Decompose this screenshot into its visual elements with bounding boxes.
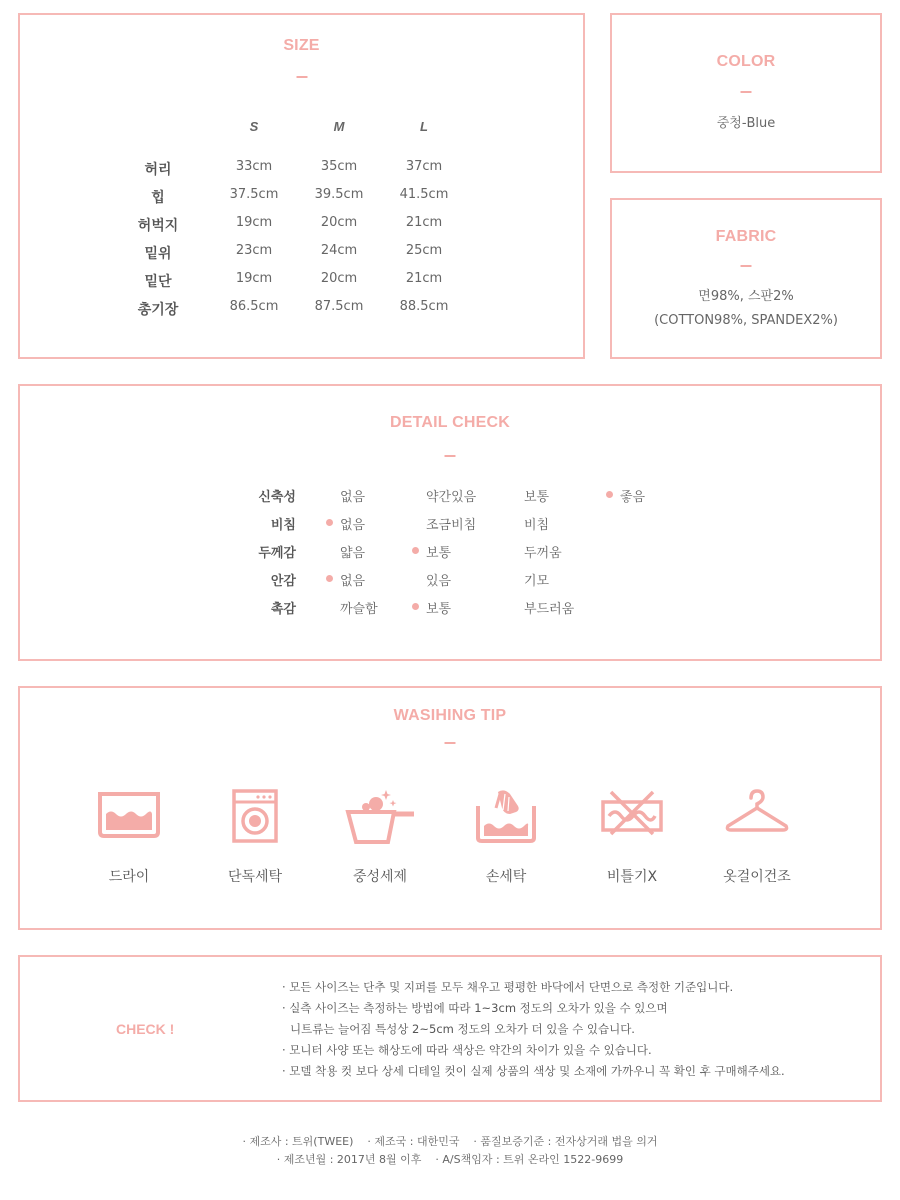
size-title: SIZE — [283, 37, 320, 54]
detail-row — [20, 570, 880, 598]
wash-label-hanger: 옷걸이건조 — [723, 869, 791, 885]
size-row-label: 허리 — [144, 162, 172, 178]
size-section — [18, 13, 585, 359]
wash-label-nowring: 비틀기X — [606, 869, 658, 885]
dry-clean-icon — [96, 788, 162, 838]
no-wring-icon — [599, 788, 665, 838]
size-col-s: S — [249, 119, 259, 134]
fabric-line1: 면98%, 스판2% — [698, 289, 794, 304]
detail-option: 있음 — [426, 574, 452, 589]
fabric-section — [610, 198, 882, 359]
size-col-l: L — [420, 119, 428, 134]
size-cell: 41.5cm — [399, 187, 449, 202]
size-cell: 33cm — [235, 159, 273, 174]
fabric-title-dash — [741, 265, 752, 267]
detail-row-label: 안감 — [270, 574, 296, 589]
check-line: 니트류는 늘어짐 특성상 2~5cm 정도의 오차가 더 있을 수 있습니다. — [290, 1022, 635, 1036]
wash-item-machine — [195, 788, 315, 898]
size-row — [20, 187, 583, 215]
detail-row-label: 신축성 — [258, 490, 296, 505]
check-title: CHECK ! — [116, 1021, 175, 1037]
size-cell: 19cm — [235, 215, 273, 230]
detail-option: 까슬함 — [340, 602, 378, 617]
selected-dot-icon — [326, 519, 333, 526]
detail-option: 조금비침 — [426, 518, 477, 533]
size-cell: 86.5cm — [229, 299, 279, 314]
detail-row-label: 두께감 — [258, 546, 296, 561]
size-cell: 21cm — [405, 271, 443, 286]
selected-dot-icon — [326, 575, 333, 582]
detail-option: 보통 — [426, 546, 452, 561]
wash-item-detergent — [320, 788, 440, 898]
color-section — [610, 13, 882, 173]
size-cell: 35cm — [320, 159, 358, 174]
check-notice-section — [18, 955, 882, 1102]
size-cell: 25cm — [405, 243, 443, 258]
detail-option: 약간있음 — [426, 490, 477, 505]
detail-row — [20, 542, 880, 570]
size-row — [20, 271, 583, 299]
size-row — [20, 243, 583, 271]
size-row-label: 총기장 — [137, 302, 179, 318]
washing-tip-section — [18, 686, 882, 930]
washing-machine-icon — [230, 788, 280, 844]
size-cell: 87.5cm — [314, 299, 364, 314]
color-title-dash — [741, 91, 752, 93]
fabric-line2: (COTTON98%, SPANDEX2%) — [654, 313, 838, 328]
fabric-title: FABRIC — [715, 228, 777, 245]
size-row-label: 힙 — [151, 190, 165, 206]
detail-option: 부드러움 — [524, 602, 575, 617]
size-row-label: 밑위 — [144, 246, 172, 262]
detail-option: 없음 — [340, 574, 366, 589]
size-cell: 88.5cm — [399, 299, 449, 314]
size-cell: 21cm — [405, 215, 443, 230]
size-row — [20, 215, 583, 243]
detail-title: DETAIL CHECK — [389, 414, 511, 431]
detail-option: 비침 — [524, 518, 550, 533]
size-cell: 37cm — [405, 159, 443, 174]
color-value: 중청-Blue — [716, 116, 776, 131]
detail-row — [20, 514, 880, 542]
size-cell: 37.5cm — [229, 187, 279, 202]
selected-dot-icon — [412, 603, 419, 610]
check-line: · 모니터 사양 또는 해상도에 따라 색상은 약간의 차이가 있을 수 있습니다. — [282, 1043, 652, 1057]
detail-option: 보통 — [426, 602, 452, 617]
washing-title-dash — [445, 742, 456, 744]
wash-label-detergent: 중성세제 — [352, 869, 408, 885]
wash-label-dry: 드라이 — [108, 869, 150, 885]
size-cell: 24cm — [320, 243, 358, 258]
detail-option: 좋음 — [620, 490, 646, 505]
detail-row — [20, 598, 880, 626]
wash-item-dry — [69, 788, 189, 898]
hand-wash-icon — [474, 788, 538, 844]
size-row-label: 허벅지 — [137, 218, 179, 234]
detail-option: 없음 — [340, 490, 366, 505]
detail-row — [20, 486, 880, 514]
hanger-icon — [724, 788, 790, 838]
check-line: · 실측 사이즈는 측정하는 방법에 따라 1~3cm 정도의 오차가 있을 수 있으며 — [282, 1001, 668, 1015]
footer-line2: · 제조년월 : 2017년 8월 이후 · A/S책임자 : 트위 온라인 1522-9699 — [276, 1153, 624, 1166]
wash-item-hanger — [697, 788, 817, 898]
washing-title: WASIHING TIP — [393, 707, 507, 724]
detail-check-section — [18, 384, 882, 661]
wash-item-handwash — [446, 788, 566, 898]
size-cell: 39.5cm — [314, 187, 364, 202]
wash-item-nowring — [572, 788, 692, 898]
size-row — [20, 299, 583, 327]
detail-option: 기모 — [524, 574, 550, 589]
selected-dot-icon — [606, 491, 613, 498]
detail-option: 두꺼움 — [524, 546, 562, 561]
detail-title-dash — [445, 455, 456, 457]
detail-row-label: 비침 — [270, 518, 296, 533]
selected-dot-icon — [412, 547, 419, 554]
size-row — [20, 159, 583, 187]
detail-option: 얇음 — [340, 546, 366, 561]
wash-label-machine: 단독세탁 — [227, 869, 283, 885]
detail-option: 없음 — [340, 518, 366, 533]
size-cell: 19cm — [235, 271, 273, 286]
check-list — [282, 977, 785, 1082]
color-title: COLOR — [716, 53, 776, 70]
size-cell: 23cm — [235, 243, 273, 258]
detail-row-label: 촉감 — [270, 602, 296, 617]
wash-label-handwash: 손세탁 — [485, 869, 527, 885]
size-cell: 20cm — [320, 271, 358, 286]
size-title-dash — [296, 76, 307, 78]
check-line: · 모든 사이즈는 단추 및 지퍼를 모두 채우고 평평한 바닥에서 단면으로 측정한 기준입니다. — [282, 980, 734, 994]
check-line: · 모델 착용 컷 보다 상세 디테일 컷이 실제 상품의 색상 및 소재에 가까우니 꼭 확인 후 구매해주세요. — [282, 1064, 785, 1078]
detail-option: 보통 — [524, 490, 550, 505]
size-col-m: M — [333, 119, 345, 134]
size-cell: 20cm — [320, 215, 358, 230]
detergent-icon — [344, 788, 416, 848]
size-row-label: 밑단 — [144, 274, 172, 290]
footer-line1: · 제조사 : 트위(TWEE) · 제조국 : 대한민국 · 품질보증기준 : 전자상거래 법을 의거 — [242, 1135, 658, 1148]
